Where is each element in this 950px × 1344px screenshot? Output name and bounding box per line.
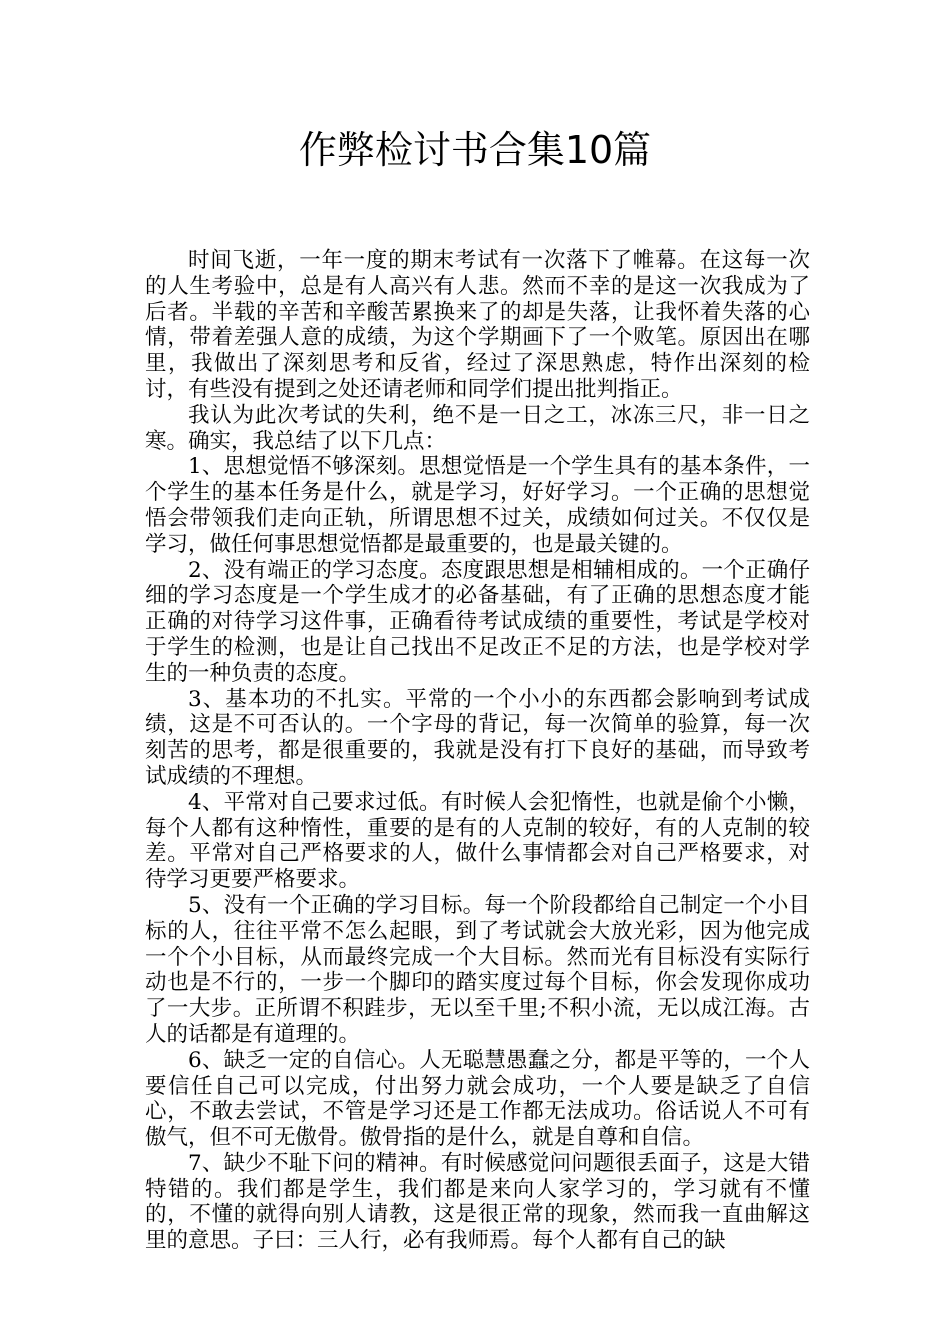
paragraph-point-4: 4、平常对自己要求过低。有时候人会犯惰性，也就是偷个小懒，每个人都有这种惰性，重要的是有的人克制的较好，有的人克制的较差。平常对自己严格要求的人，做什么事情都会对自己严格要求，对待学习更要严格要求。 — [145, 789, 810, 893]
paragraph-intro: 时间飞逝，一年一度的期末考试有一次落下了帷幕。在这每一次的人生考验中，总是有人高兴有人悲。然而不幸的是这一次我成为了后者。半载的辛苦和辛酸苦累换来了的却是失落，让我怀着失落的心情，带着差强人意的成绩，为这个学期画下了一个败笔。原因出在哪里，我做出了深刻思考和反省，经过了深思熟虑，特作出深刻的检讨，有些没有提到之处还请老师和同学们提出批判指正。 — [145, 248, 810, 402]
paragraph-point-3: 3、基本功的不扎实。平常的一个小小的东西都会影响到考试成绩，这是不可否认的。一个字母的背记，每一次简单的验算，每一次刻苦的思考，都是很重要的，我就是没有打下良好的基础，而导致考试成绩的不理想。 — [145, 686, 810, 789]
document-body — [145, 248, 810, 1254]
paragraph-point-2: 2、没有端正的学习态度。态度跟思想是相辅相成的。一个正确仔细的学习态度是一个学生成才的必备基础，有了正确的思想态度才能正确的对待学习这件事，正确看待考试成绩的重要性，考试是学校对于学生的检测，也是让自己找出不足改正不足的方法，也是学校对学生的一种负责的态度。 — [145, 557, 810, 686]
paragraph-point-1: 1、思想觉悟不够深刻。思想觉悟是一个学生具有的基本条件，一个学生的基本任务是什么，就是学习，好好学习。一个正确的思想觉悟会带领我们走向正轨，所谓思想不过关，成绩如何过关。不仅仅是学习，做任何事思想觉悟都是最重要的，也是最关键的。 — [145, 454, 810, 557]
paragraph-summary: 我认为此次考试的失利，绝不是一日之工，冰冻三尺，非一日之寒。确实，我总结了以下几点： — [145, 402, 810, 454]
document-title: 作弊检讨书合集10篇 — [298, 128, 652, 172]
paragraph-point-7: 7、缺少不耻下问的精神。有时候感觉问问题很丢面子，这是大错特错的。我们都是学生，我们都是来向人家学习的，学习就有不懂的，不懂的就得向别人请教，这是很正常的现象，然而我一直曲解这里的意思。子曰：三人行，必有我师焉。每个人都有自己的缺 — [145, 1150, 810, 1254]
paragraph-point-6: 6、缺乏一定的自信心。人无聪慧愚蠢之分，都是平等的，一个人要信任自己可以完成，付出努力就会成功，一个人要是缺乏了自信心，不敢去尝试，不管是学习还是工作都无法成功。俗话说人不可有傲气，但不可无傲骨。傲骨指的是什么，就是自尊和自信。 — [145, 1047, 810, 1151]
paragraph-point-5: 5、没有一个正确的学习目标。每一个阶段都给自己制定一个小目标的人，往往平常不怎么起眼，到了考试就会大放光彩，因为他完成一个个小目标，从而最终完成一个大目标。然而光有目标没有实际行动也是不行的，一步一个脚印的踏实度过每个目标，你会发现你成功了一大步。正所谓不积跬步，无以至千里;不积小流，无以成江海。古人的话都是有道理的。 — [145, 892, 810, 1047]
